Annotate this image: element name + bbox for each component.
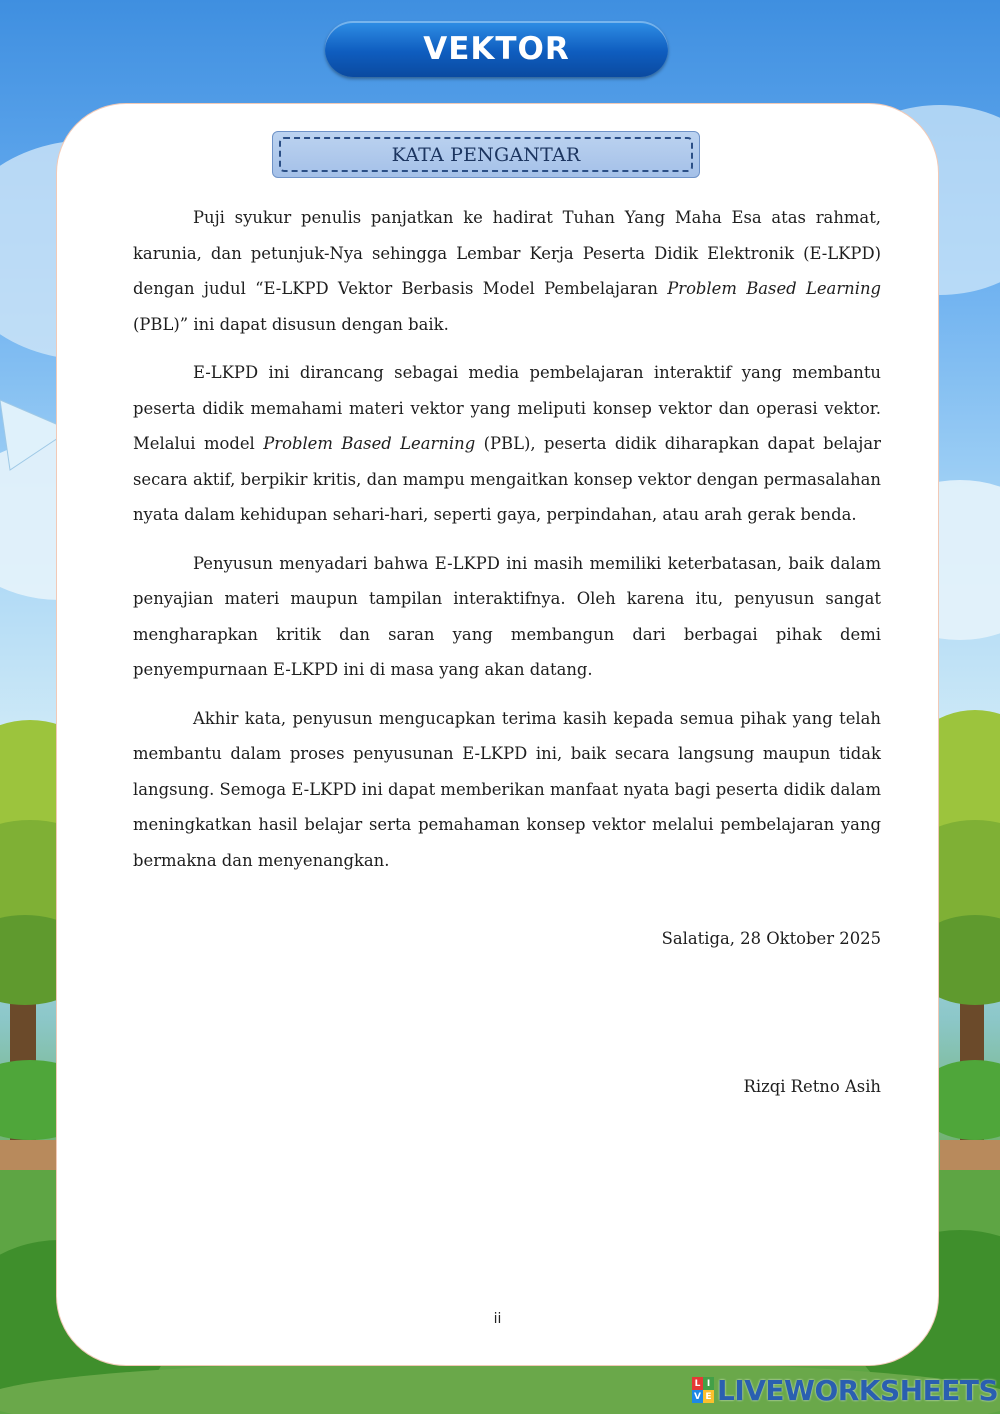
watermark-text: LIVEWORKSHEETS: [717, 1373, 999, 1407]
content-card: [56, 103, 939, 1366]
section-heading-box: [272, 131, 700, 178]
paragraph-3: Penyusun menyadari bahwa E-LKPD ini masih memiliki keterbatasan, baik dalam penyajian materi maupun tampilan interaktifnya. Oleh karena itu, penyusun sangat mengharapkan kritik dan saran yang membangun dari berbagai pihak demi penyempurnaan E-LKPD ini di masa yang akan datang.: [133, 553, 881, 679]
paragraph-1-italic: Problem Based Learning: [667, 279, 881, 298]
section-heading-dashed-frame: [279, 137, 693, 172]
liveworksheets-logo-icon: [692, 1377, 714, 1403]
section-heading: KATA PENGANTAR: [391, 143, 581, 166]
paragraph-4: Akhir kata, penyusun mengucapkan terima kasih kepada semua pihak yang telah membantu dalam proses penyusunan E-LKPD ini, baik secara langsung maupun tidak langsung. Semoga E-LKPD ini dapat memberikan manfaat nyata bagi peserta didik dalam meningkatkan hasil belajar serta pemahaman konsep vektor melalui pembelajaran yang bermakna dan menyenangkan.: [133, 708, 881, 870]
paragraph-2: [133, 355, 881, 533]
logo-letter-e: E: [703, 1390, 714, 1403]
logo-letter-i: I: [703, 1377, 714, 1390]
logo-letter-v: V: [692, 1390, 703, 1403]
signature-author: Rizqi Retno Asih: [743, 1077, 881, 1096]
body-text: [133, 200, 881, 891]
logo-letter-l: L: [692, 1377, 703, 1390]
liveworksheets-watermark[interactable]: [692, 1373, 998, 1407]
signature-date: Salatiga, 28 Oktober 2025: [661, 929, 881, 948]
paragraph-2-text-a: E-LKPD ini dirancang sebagai media pembelajaran interaktif yang membantu peserta didik memahami materi vektor yang meliputi konsep vektor dan operasi vektor. Melalui model: [133, 363, 881, 453]
paragraph-2-italic: Problem Based Learning: [263, 434, 476, 453]
paragraph-1-text-a: Puji syukur penulis panjatkan ke hadirat Tuhan Yang Maha Esa atas rahmat, karunia, dan petunjuk-Nya sehingga Lembar Kerja Peserta Didik Elektronik (E-LKPD) dengan judul “E-LKPD Vektor Berbasis Model Pembelajaran: [133, 208, 881, 298]
page-number: ii: [493, 1311, 502, 1327]
paragraph-1: [133, 200, 881, 342]
paragraph-2-text-b: (PBL), peserta didik diharapkan dapat belajar secara aktif, berpikir kritis, dan mampu mengaitkan konsep vektor dengan permasalahan nyata dalam kehidupan sehari-hari, seperti gaya, perpindahan, atau arah gerak benda.: [133, 434, 881, 524]
paragraph-1-text-b: (PBL)” ini dapat disusun dengan baik.: [133, 314, 449, 334]
page-title: VEKTOR: [423, 31, 570, 67]
title-banner: [325, 21, 668, 77]
